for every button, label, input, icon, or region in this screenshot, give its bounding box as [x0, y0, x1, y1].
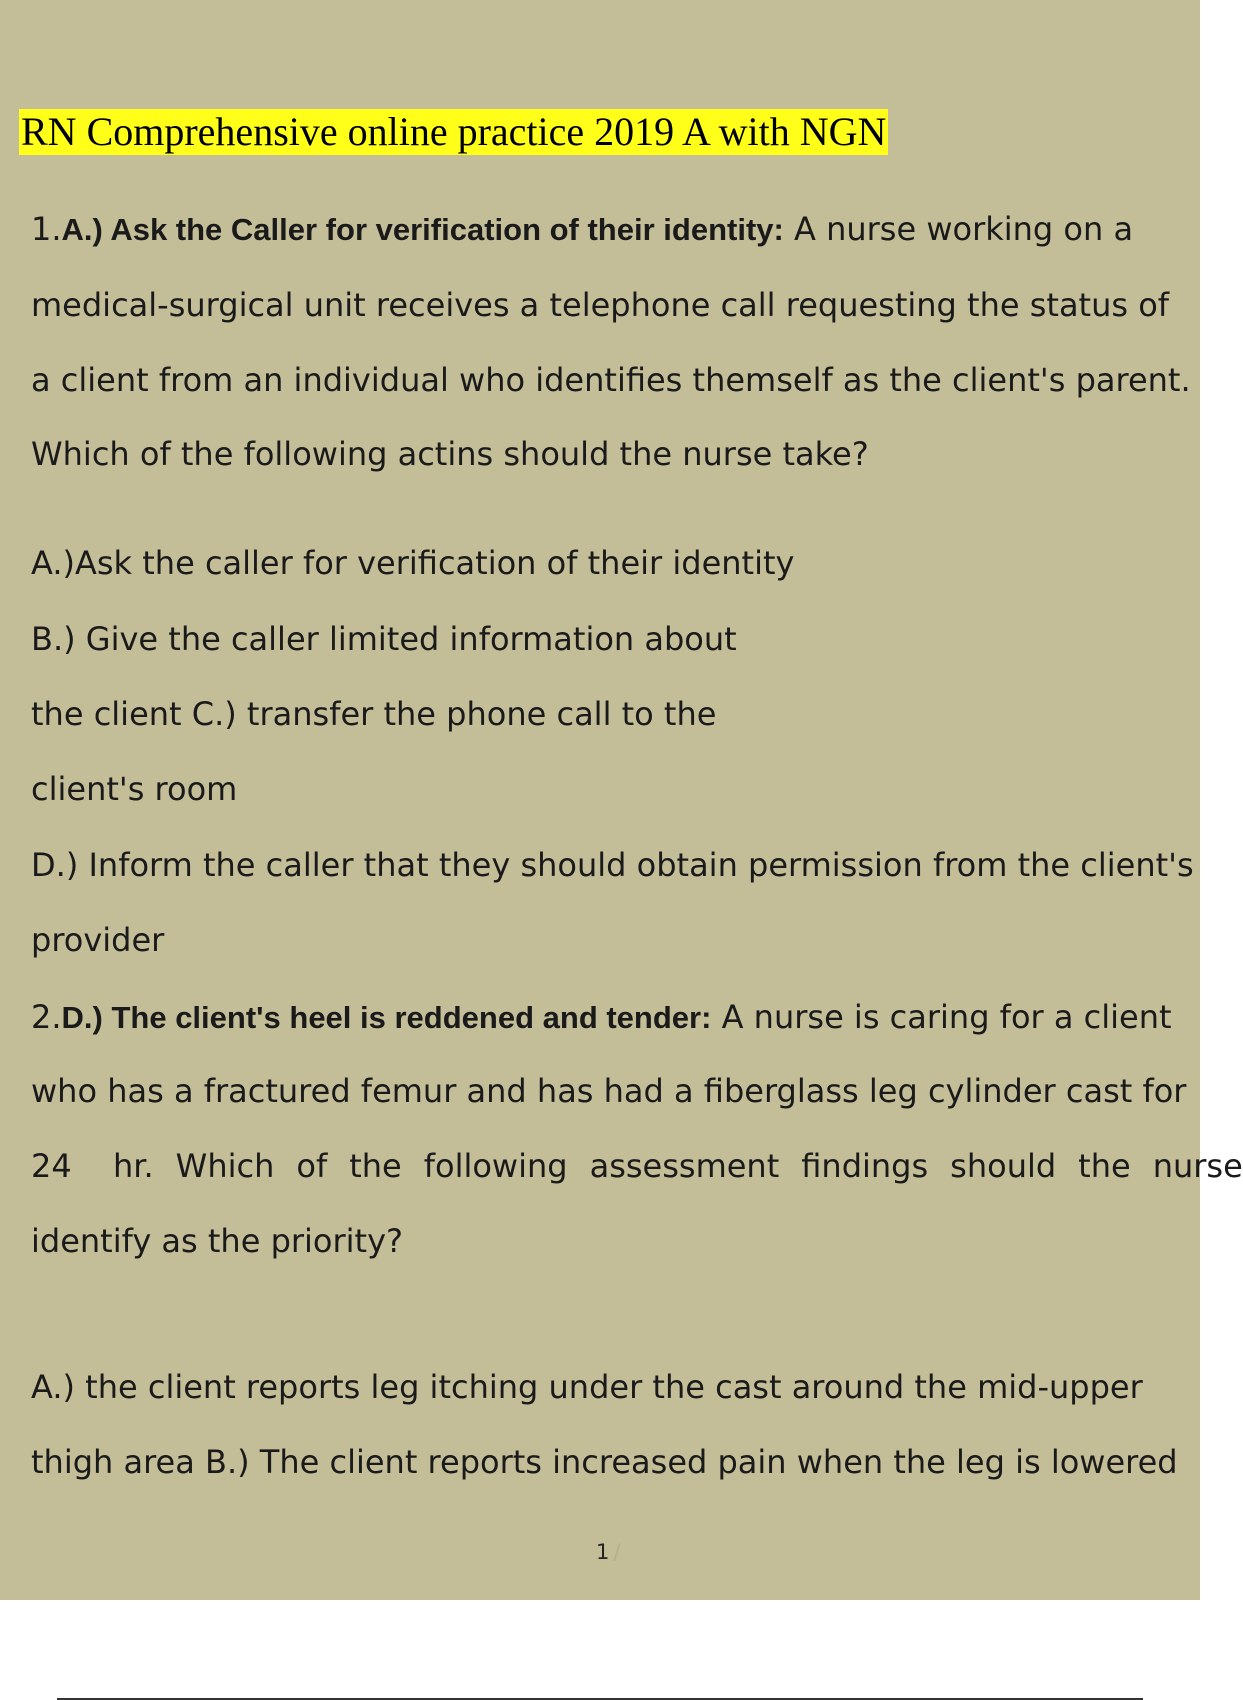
page-number-slash: /: [613, 1540, 621, 1564]
q2-word: hr.: [113, 1147, 154, 1185]
q2-word: the: [349, 1147, 402, 1185]
q2-word: findings: [801, 1147, 929, 1185]
q1-option-d-line2: provider: [31, 921, 165, 959]
q1-option-b-line1: B.) Give the caller limited information about: [31, 620, 737, 658]
q2-word: following: [423, 1147, 568, 1185]
page-number-value: 1: [596, 1540, 610, 1564]
q2-line-3: [31, 1146, 1243, 1186]
q2-line-4: identify as the priority?: [31, 1222, 404, 1260]
q1-option-b-line3: client's room: [31, 770, 238, 808]
q2-word: Which: [175, 1147, 275, 1185]
q2-option-a-line1: A.) the client reports leg itching under the cast around the mid-upper: [31, 1368, 1143, 1406]
q1-stem-part1: A nurse working on a: [783, 210, 1134, 248]
q1-line-4: Which of the following actins should the nurse take?: [31, 435, 869, 473]
q2-stem-part1: A nurse is caring for a client: [711, 998, 1172, 1036]
q1-answer: A.) Ask the Caller for verification of their identity:: [61, 212, 784, 247]
document-title: RN Comprehensive online practice 2019 A with NGN: [21, 109, 887, 154]
q1-line-2: medical-surgical unit receives a telephone call requesting the status of: [31, 286, 1170, 324]
q1-option-a: A.)Ask the caller for verification of their identity: [31, 544, 795, 582]
q2-option-a-line2: thigh area B.) The client reports increased pain when the leg is lowered: [31, 1443, 1178, 1481]
q2-word: 24: [31, 1147, 72, 1185]
q2-line-1: [31, 997, 1172, 1038]
page-number: [596, 1540, 620, 1564]
q2-word: assessment: [589, 1147, 780, 1185]
q1-line-1: [31, 209, 1133, 250]
q2-word: nurse: [1152, 1147, 1243, 1185]
q2-line-2: who has a fractured femur and has had a fiberglass leg cylinder cast for: [31, 1072, 1187, 1110]
q1-option-b-line2: the client C.) transfer the phone call to the: [31, 695, 717, 733]
q2-word: should: [950, 1147, 1057, 1185]
q2-word: of: [296, 1147, 328, 1185]
q1-number: 1.: [31, 210, 62, 248]
q1-line-3: a client from an individual who identifies themself as the client's parent.: [31, 361, 1191, 399]
q2-answer: D.) The client's heel is reddened and tender:: [61, 1000, 712, 1035]
q2-number: 2.: [31, 998, 62, 1036]
q1-option-d-line1: D.) Inform the caller that they should obtain permission from the client's: [31, 846, 1194, 884]
q2-word: the: [1078, 1147, 1131, 1185]
